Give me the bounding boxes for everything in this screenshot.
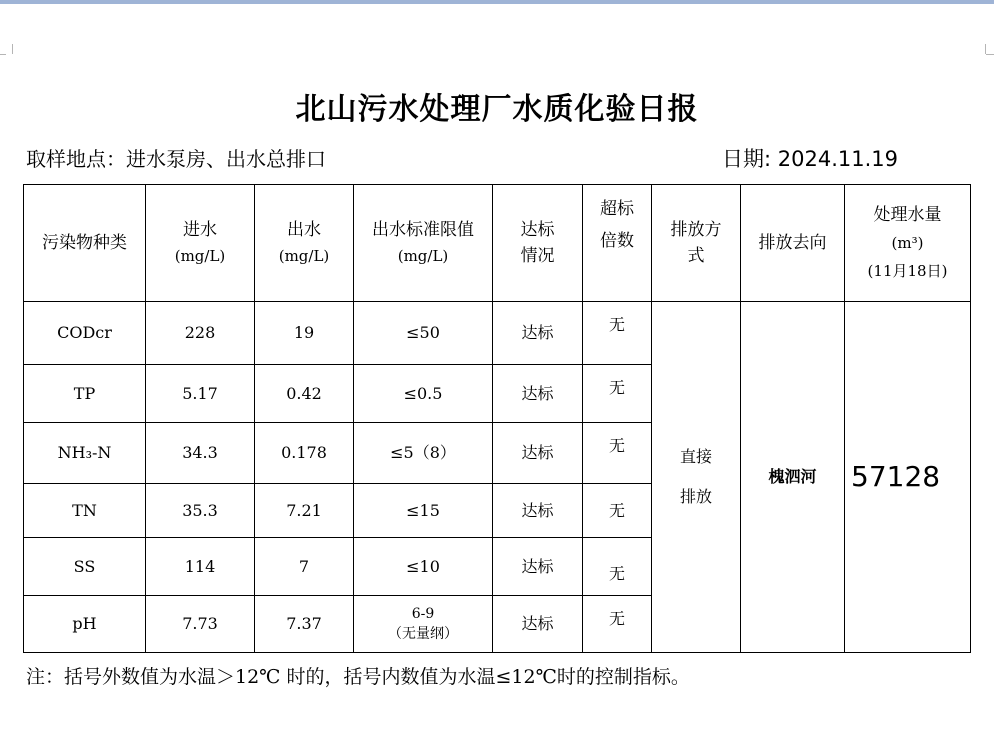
pollutant-name: CODcr: [24, 302, 146, 365]
page-corner-mark-left-h: [0, 54, 6, 55]
header-limit: 出水标准限值 (mg/L): [354, 185, 493, 302]
table-row: [24, 302, 971, 365]
inlet-value: 35.3: [146, 484, 255, 538]
exceed-multiple: 无: [583, 423, 652, 484]
pollutant-name: pH: [24, 596, 146, 653]
header-volume: 处理水量 (m³) (11月18日): [845, 185, 971, 302]
discharge-destination: 槐泗河: [741, 302, 845, 653]
limit-value: 6-9 （无量纲）: [354, 596, 493, 653]
discharge-mode: 直接 排放: [652, 302, 741, 653]
pollutant-name: TN: [24, 484, 146, 538]
report-title: 北山污水处理厂水质化验日报: [295, 92, 699, 127]
compliance-status: 达标: [493, 423, 583, 484]
window-top-border: [0, 0, 994, 4]
page-corner-mark-right-h: [986, 54, 994, 55]
compliance-status: 达标: [493, 538, 583, 596]
outlet-value: 0.178: [255, 423, 354, 484]
pollutant-name: NH₃-N: [24, 423, 146, 484]
limit-value: ≤0.5: [354, 365, 493, 423]
page-corner-mark-right: [985, 44, 993, 54]
header-row: [24, 185, 971, 302]
exceed-multiple: 无: [583, 484, 652, 538]
footnote: 注：括号外数值为水温＞12℃ 时的，括号内数值为水温≤12℃时的控制指标。: [26, 666, 690, 688]
pollutant-name: TP: [24, 365, 146, 423]
exceed-multiple: 无: [583, 596, 652, 653]
report-date: 日期: 2024.11.19: [722, 147, 898, 171]
compliance-status: 达标: [493, 596, 583, 653]
pollutant-name: SS: [24, 538, 146, 596]
header-inlet: 进水 (mg/L): [146, 185, 255, 302]
inlet-value: 228: [146, 302, 255, 365]
exceed-multiple: 无: [583, 302, 652, 365]
compliance-status: 达标: [493, 484, 583, 538]
inlet-value: 5.17: [146, 365, 255, 423]
outlet-value: 7.21: [255, 484, 354, 538]
water-quality-table: [23, 184, 971, 653]
treated-volume: 57128: [845, 302, 971, 653]
page-corner-mark-left: [5, 44, 13, 54]
limit-value: ≤50: [354, 302, 493, 365]
exceed-multiple: 无: [583, 538, 652, 596]
outlet-value: 0.42: [255, 365, 354, 423]
compliance-status: 达标: [493, 302, 583, 365]
inlet-value: 34.3: [146, 423, 255, 484]
header-compliance: 达标 情况: [493, 185, 583, 302]
sampling-location: 取样地点：进水泵房、出水总排口: [26, 147, 326, 171]
compliance-status: 达标: [493, 365, 583, 423]
header-exceed: 超标 倍数: [583, 185, 652, 302]
inlet-value: 7.73: [146, 596, 255, 653]
inlet-value: 114: [146, 538, 255, 596]
outlet-value: 19: [255, 302, 354, 365]
header-discharge-destination: 排放去向: [741, 185, 845, 302]
outlet-value: 7: [255, 538, 354, 596]
header-discharge-mode: 排放方 式: [652, 185, 741, 302]
limit-value: ≤5（8）: [354, 423, 493, 484]
header-outlet: 出水 (mg/L): [255, 185, 354, 302]
limit-value: ≤15: [354, 484, 493, 538]
exceed-multiple: 无: [583, 365, 652, 423]
outlet-value: 7.37: [255, 596, 354, 653]
limit-value: ≤10: [354, 538, 493, 596]
header-pollutant: 污染物种类: [24, 185, 146, 302]
